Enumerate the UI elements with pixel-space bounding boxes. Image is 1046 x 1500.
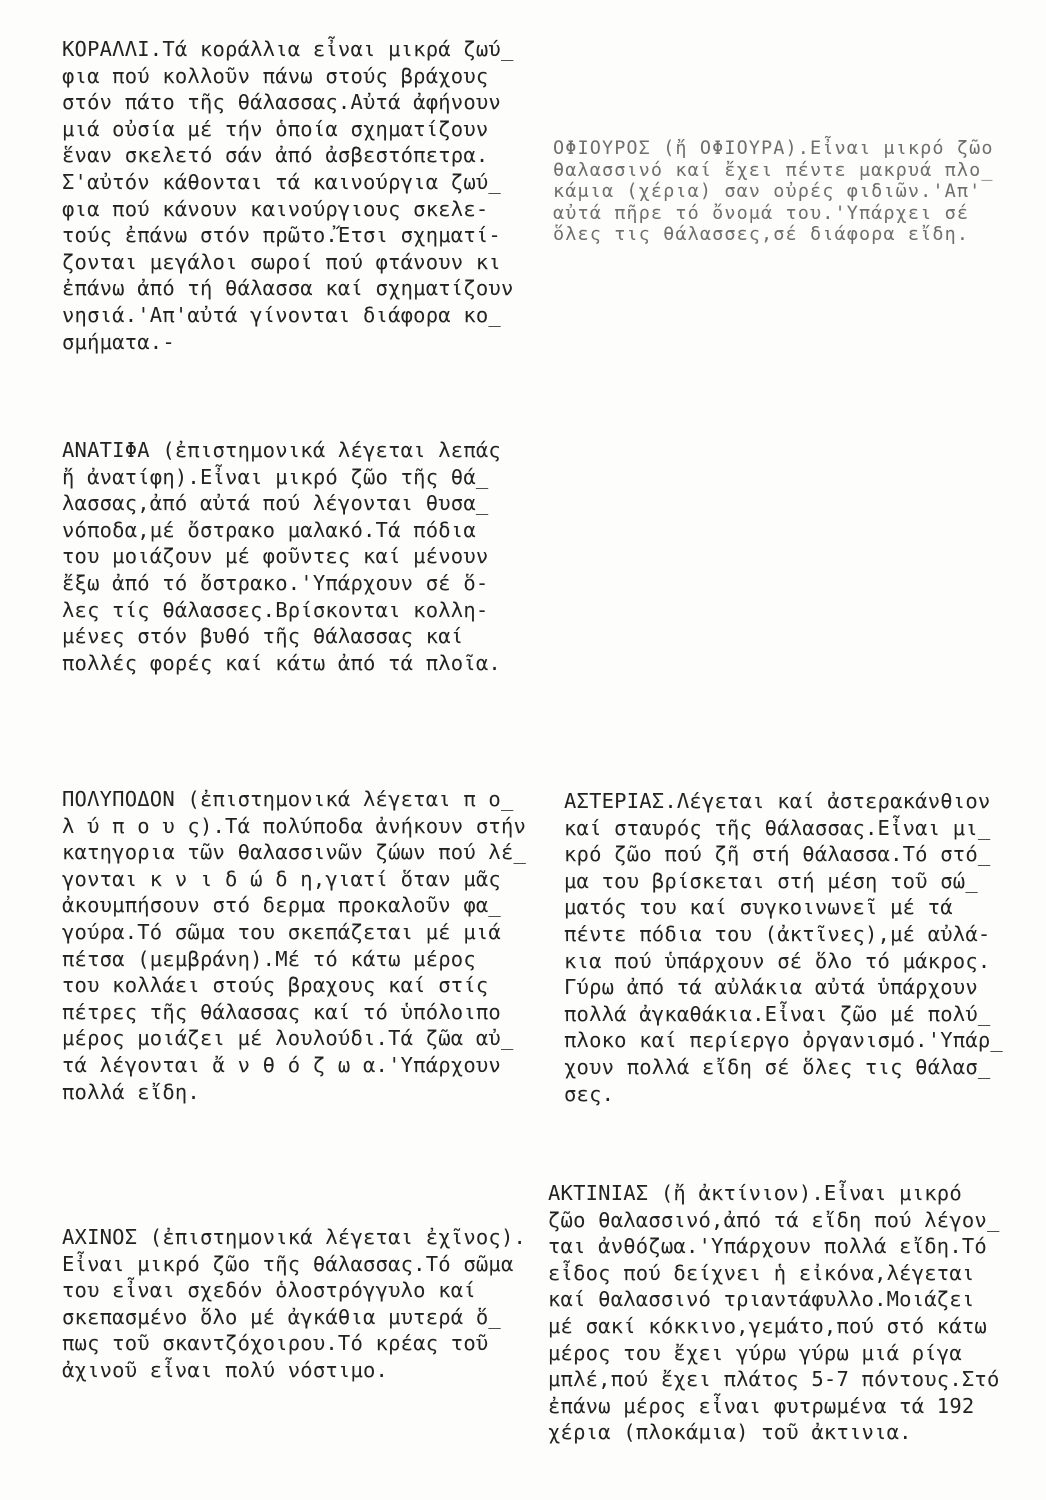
text-line: σκεπασμένο ὅλο μέ ἀγκάθια μυτερά ὅ_ [62, 1304, 501, 1329]
text-line: πέντε πόδια του (ἀκτῖνες),μέ αὐλά- [564, 921, 991, 946]
text-line: Γύρω ἀπό τά αὐλάκια αὐτά ὑπάρχουν [564, 975, 978, 1000]
text-line: θαλασσινό καί ἔχει πέντε μακρυά πλο_ [553, 159, 994, 181]
text-line: του εἶναι σχεδόν ὁλοστρόγγυλο καί [62, 1278, 476, 1303]
entry-anatifa [62, 437, 501, 676]
entry-aktinias [548, 1180, 1000, 1446]
text-line: πολλά εἴδη. [62, 1079, 200, 1104]
text-line: πολλά ἀγκαθάκια.Εἶναι ζῶο μέ πολύ_ [564, 1001, 991, 1026]
text-line: ἐπάνω ἀπό τή θάλασσα καί σχηματίζουν [62, 276, 514, 301]
text-line: μέ σακί κόκκινο,γεμάτο,πού στό κάτω [548, 1313, 987, 1338]
text-line: λασσας,ἀπό αὐτά πού λέγονται θυσα_ [62, 491, 489, 516]
text-line: κάμια (χέρια) σαν οὐρές φιδιῶν.'Απ' [553, 181, 982, 202]
text-line: πως τοῦ σκαντζόχοιρου.Τό κρέας τοῦ [62, 1331, 489, 1356]
text-line: κατηγορια τῶν θαλασσινῶν ζώων πού λέ_ [62, 840, 527, 865]
text-line: μιά οὐσία μέ τήν ὁποία σχηματίζουν [62, 116, 489, 141]
text-line: εἶδος πού δείχνει ἡ εἰκόνα,λέγεται [548, 1260, 975, 1285]
text-line: πέτσα (μεμβράνη).Μέ τό κάτω μέρος [62, 946, 476, 971]
text-line: πολλές φορές καί κάτω ἀπό τά πλοῖα. [62, 650, 501, 675]
text-line: λ ύ π ο υ ς).Τά πολύποδα ἀνήκουν στήν [62, 813, 527, 838]
text-line: στόν πάτο τῆς θάλασσας.Αὐτά ἀφήνουν [62, 90, 501, 115]
text-line: πλοκο καί περίεργο ὀργανισμό.'Υπάρ_ [564, 1028, 1003, 1053]
text-line: ΚΟΡΑΛΛΙ.Τά κοράλλια εἶναι μικρά ζωύ_ [62, 37, 514, 61]
text-line: χουν πολλά εἴδη σέ ὅλες τις θάλασ_ [564, 1054, 991, 1079]
text-line: ἕναν σκελετό σάν ἀπό ἀσβεστόπετρα. [62, 143, 489, 168]
entry-asterias [564, 788, 1003, 1107]
text-line: καί θαλασσινό τριαντάφυλλο.Μοιάζει [548, 1287, 975, 1312]
text-line: λες τίς θάλασσες.Βρίσκονται κολλη- [62, 597, 489, 622]
text-line: κια πού ὑπάρχουν σέ ὅλο τό μάκρος. [564, 948, 991, 973]
text-line: Εἶναι μικρό ζῶο τῆς θάλασσας.Τό σῶμα [62, 1251, 514, 1276]
text-line: ἤ ἀνατίφη).Εἶναι μικρό ζῶο τῆς θά_ [62, 464, 489, 489]
text-line: ἔξω ἀπό τό ὄστρακο.'Υπάρχουν σέ ὅ- [62, 570, 489, 595]
text-line: του κολλάει στούς βραχους καί στίς [62, 973, 489, 998]
text-line: μέρος μοιάζει μέ λουλούδι.Τά ζῶα αὐ_ [62, 1026, 514, 1051]
text-line: κρό ζῶο πού ζῆ στή θάλασσα.Τό στό_ [564, 842, 991, 867]
text-line: τούς ἐπάνω στόν πρῶτο.Ἔτσι σχηματί- [62, 223, 501, 248]
text-line: πέτρες τῆς θάλασσας καί τό ὑπόλοιπο [62, 999, 501, 1024]
text-line: ΑΧΙΝΟΣ (ἐπιστημονικά λέγεται ἐχῖνος). [62, 1225, 527, 1249]
text-line: ὅλες τις θάλασσες,σέ διάφορα εἴδη. [553, 224, 970, 245]
text-line: μέρος του ἔχει γύρω γύρω μιά ρίγα [548, 1340, 962, 1365]
entry-axinos [62, 1224, 526, 1384]
entry-ofiouros [553, 138, 994, 246]
text-line: γονται κ ν ι δ ώ δ η,γιατί ὅταν μᾶς [62, 866, 501, 891]
text-line: ματός του καί συγκοινωνεῖ μέ τά [564, 895, 953, 920]
text-line: ζῶο θαλασσινό,ἀπό τά εἴδη πού λέγον_ [548, 1207, 1000, 1232]
text-line: μένες στόν βυθό τῆς θάλασσας καί [62, 624, 464, 649]
text-line: καί σταυρός τῆς θάλασσας.Εἶναι μι_ [564, 815, 991, 840]
text-line: νησιά.'Απ'αὐτά γίνονται διάφορα κο_ [62, 302, 501, 327]
entry-koralli [62, 36, 514, 355]
text-line: σμήματα.- [62, 329, 175, 354]
text-line: αὐτά πῆρε τό ὄνομά του.'Υπάρχει σέ [553, 202, 970, 224]
text-line: ΟΦΙΟΥΡΟΣ (ἤ ΟΦΙΟΥΡΑ).Εἶναι μικρό ζῶο [553, 138, 994, 159]
text-line: ἀκουμπήσουν στό δερμα προκαλοῦν φα_ [62, 893, 501, 918]
text-line: ἐπάνω μέρος εἶναι φυτρωμένα τά 192 [548, 1393, 975, 1418]
text-line: τά λέγονται ἄ ν θ ό ζ ω α.'Υπάρχουν [62, 1052, 501, 1077]
text-line: ΑΣΤΕΡΙΑΣ.Λέγεται καί ἀστερακάνθιον [564, 789, 991, 813]
text-line: χέρια (πλοκάμια) τοῦ ἀκτινια. [548, 1420, 912, 1445]
text-line: ΠΟΛΥΠΟΔΟΝ (ἐπιστημονικά λέγεται π ο_ [62, 787, 514, 811]
text-line: ΑΚΤΙΝΙΑΣ (ἤ ἀκτίνιον).Εἶναι μικρό [548, 1181, 962, 1205]
text-line: ΑΝΑΤΙΦΑ (ἐπιστημονικά λέγεται λεπάς [62, 438, 501, 462]
text-line: γούρα.Τό σῶμα του σκεπάζεται μέ μιά [62, 919, 501, 944]
text-line: ζονται μεγάλοι σωροί πού φτάνουν κι [62, 249, 501, 274]
text-line: σες. [564, 1081, 615, 1106]
text-line: ἀχινοῦ εἶναι πολύ νόστιμο. [62, 1357, 389, 1382]
text-line: Σ'αὐτόν κάθονται τά καινούργια ζωύ_ [62, 169, 501, 194]
text-line: μπλέ,πού ἔχει πλάτος 5-7 πόντους.Στό [548, 1367, 1000, 1392]
text-line: φια πού κολλοῦν πάνω στούς βράχους [62, 63, 489, 88]
text-line: ται ἀνθόζωα.'Υπάρχουν πολλά εἴδη.Τό [548, 1234, 987, 1259]
text-line: νόποδα,μέ ὄστρακο μαλακό.Τά πόδια [62, 517, 476, 542]
text-line: του μοιάζουν μέ φοῦντες καί μένουν [62, 544, 489, 569]
text-line: μα του βρίσκεται στή μέση τοῦ σώ_ [564, 868, 978, 893]
entry-polypodon [62, 786, 526, 1105]
text-line: φια πού κάνουν καινούργιους σκελε- [62, 196, 489, 221]
